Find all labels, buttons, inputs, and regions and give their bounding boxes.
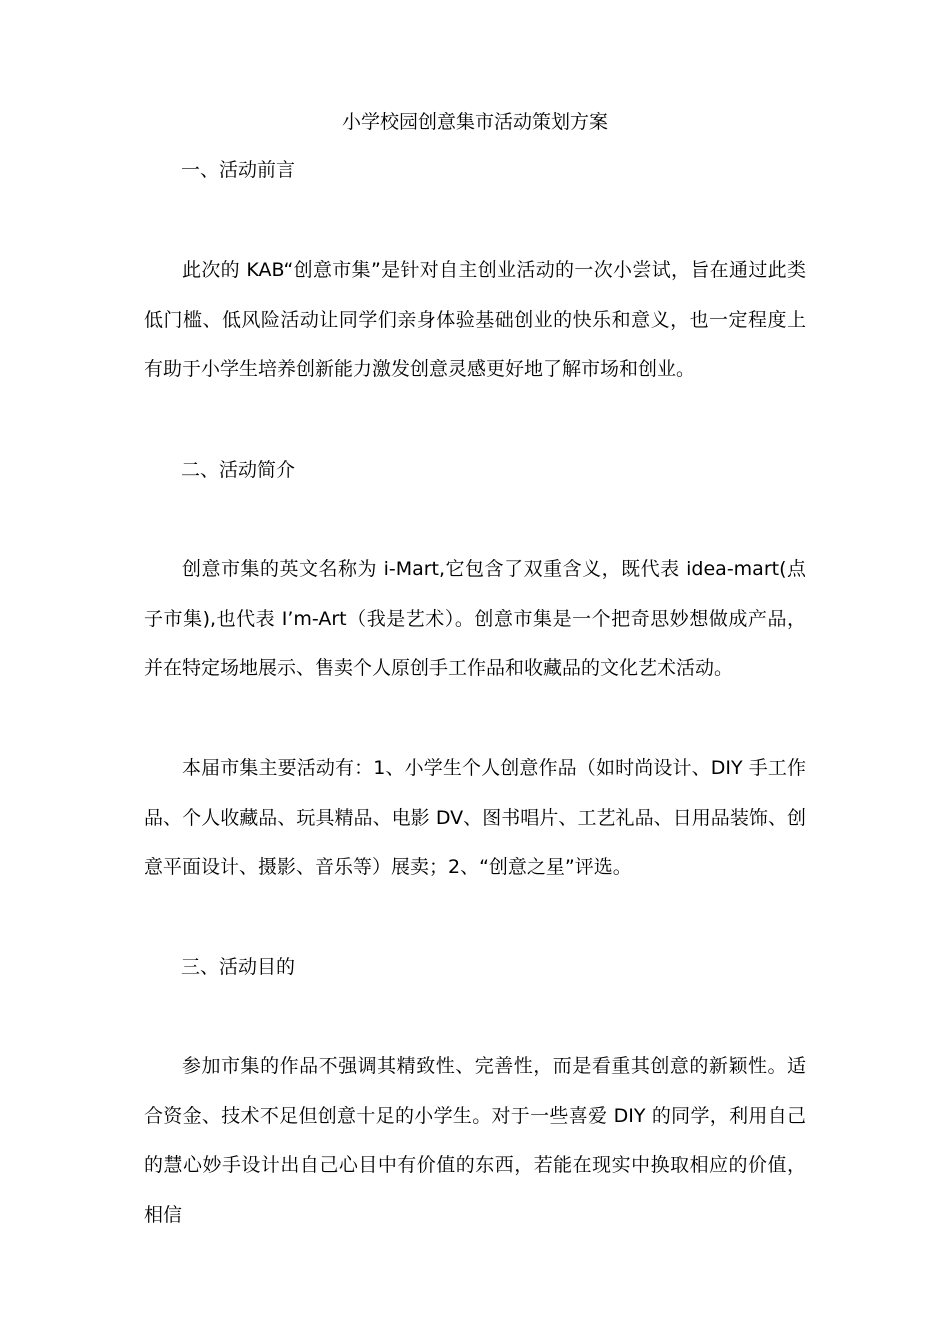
section-heading-introduction: 二、活动简介 (181, 459, 296, 481)
section-heading-purpose: 三、活动目的 (181, 956, 296, 978)
paragraph-introduction-2: 本届市集主要活动有：1、小学生个人创意作品（如时尚设计、DIY 手工作品、个人收藏品、玩具精品、电影 DV、图书唱片、工艺礼品、日用品装饰、创意平面设计、摄影、音乐等）展卖；2、“创意之星”评选。 (144, 757, 806, 878)
section-heading-preface: 一、活动前言 (181, 159, 296, 181)
paragraph-introduction-1: 创意市集的英文名称为 i-Mart,它包含了双重含义，既代表 idea-mart(点子市集),也代表 I’m-Art（我是艺术）。创意市集是一个把奇思妙想做成产品，并在特定场地展示、售卖个人原创手工作品和收藏品的文化艺术活动。 (144, 558, 806, 679)
paragraph-purpose: 参加市集的作品不强调其精致性、完善性，而是看重其创意的新颖性。适合资金、技术不足但创意十足的小学生。对于一些喜爱 DIY 的同学，利用自己的慧心妙手设计出自己心目中有价值的东西，若能在现实中换取相应的价值，相信 (144, 1055, 806, 1226)
paragraph-preface: 此次的 KAB“创意市集”是针对自主创业活动的一次小尝试，旨在通过此类低门槛、低风险活动让同学们亲身体验基础创业的快乐和意义，也一定程度上有助于小学生培养创新能力激发创意灵感更好地了解市场和创业。 (144, 259, 806, 380)
document-title: 小学校园创意集市活动策划方案 (341, 111, 608, 133)
